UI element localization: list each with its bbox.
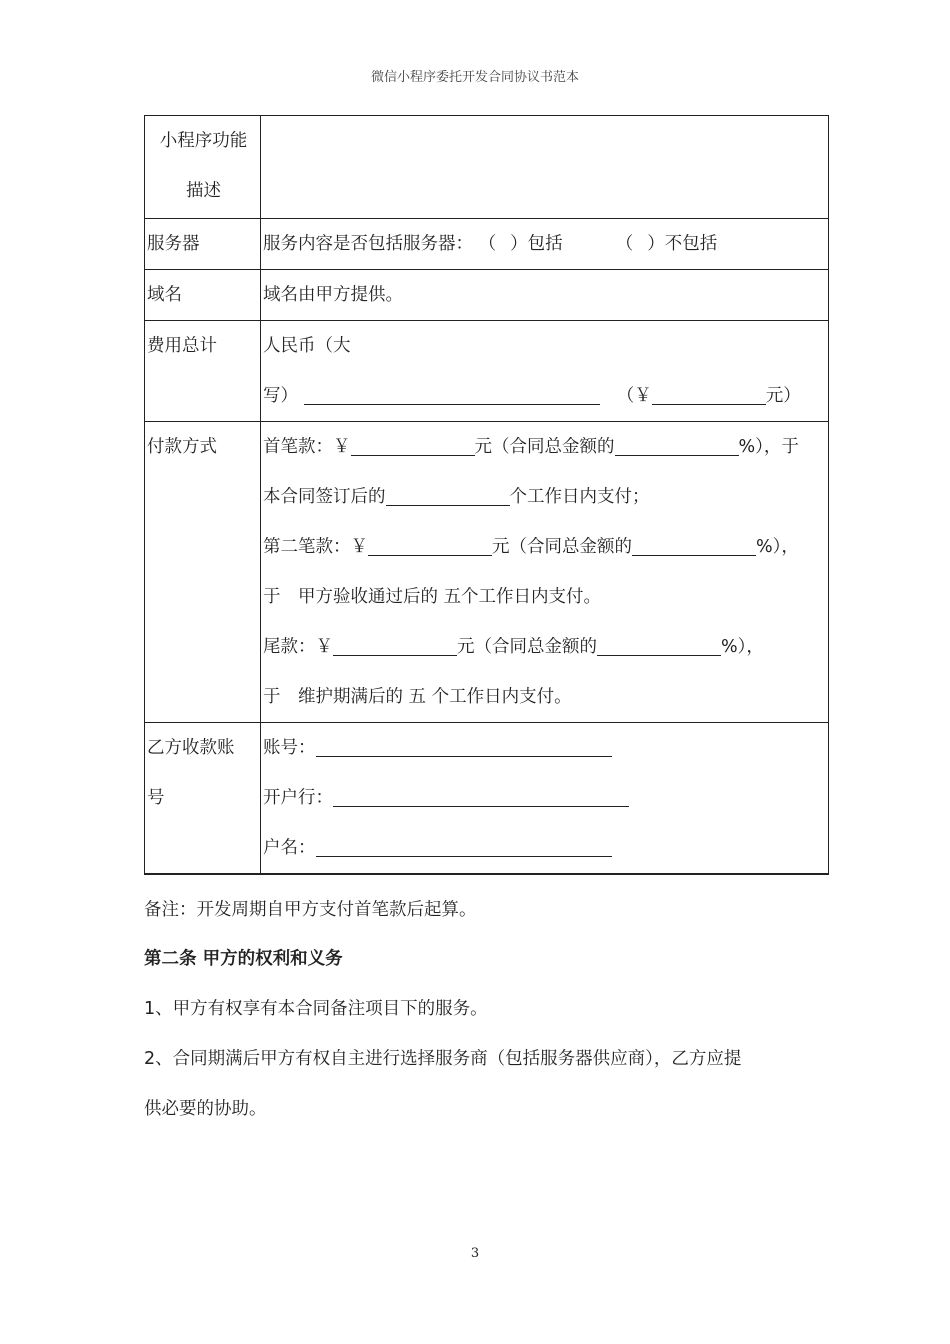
total-fee-line2 (263, 371, 826, 421)
domain-label: 域名 (147, 285, 182, 305)
payee-account-label: 乙方收款账 (147, 738, 235, 758)
bank-line (263, 773, 826, 823)
first-payment-days-field[interactable] (386, 489, 510, 506)
account-number-label: 账号： (263, 738, 316, 758)
final-payment-amount-field[interactable] (333, 639, 457, 656)
server-option-line (263, 219, 826, 269)
function-description-label: 小程序功能 (159, 131, 248, 151)
final-payment-label: 尾款：￥ (263, 637, 333, 657)
server-question: 服务内容是否包括服务器： (263, 234, 473, 254)
table-row (145, 422, 829, 723)
server-label-cell (145, 219, 261, 270)
final-payment-line (263, 622, 826, 672)
total-fee-suffix: 元） (765, 386, 801, 406)
second-payment-amount-field[interactable] (368, 539, 492, 556)
first-payment-label: 首笔款：￥ (263, 437, 351, 457)
exclude-checkbox-open[interactable]: （ (615, 234, 634, 254)
total-fee-yen: （￥ (616, 386, 652, 406)
section-2-title: 第二条 甲方的权利和义务 (144, 949, 343, 969)
payment-method-label: 付款方式 (147, 437, 217, 457)
contract-table (144, 115, 829, 875)
page-number: 3 (470, 1246, 480, 1261)
domain-label-cell (145, 270, 261, 321)
account-number-field[interactable] (316, 740, 612, 757)
payment-method-value-cell (261, 422, 829, 723)
second-payment-deadline-line: 于 甲方验收通过后的 五个工作日内支付。 (263, 587, 602, 607)
first-payment-line (263, 422, 826, 472)
first-payment-ratio-label: 元（合同总金额的 (474, 437, 615, 457)
account-name-label: 户名： (263, 838, 316, 858)
first-payment-amount-field[interactable] (351, 439, 475, 456)
final-payment-suffix: %）， (721, 637, 764, 657)
include-checkbox-open[interactable]: （ (478, 234, 497, 254)
section-2-item-2-cont: 供必要的协助。 (144, 1099, 267, 1119)
account-name-field[interactable] (316, 840, 612, 857)
amount-in-figures-field[interactable] (652, 388, 766, 405)
include-checkbox-label: ）包括 (510, 234, 563, 254)
section-2-item-1: 1、甲方有权享有本合同备注项目下的服务。 (144, 999, 488, 1019)
first-payment-percent-field[interactable] (615, 439, 739, 456)
document-header: 微信小程序委托开发合同协议书范本 (370, 70, 579, 85)
table-row (145, 116, 829, 219)
total-fee-value-cell (261, 321, 829, 422)
section-2-item-2: 2、合同期满后甲方有权自主进行选择服务商（包括服务器供应商），乙方应提 (144, 1049, 742, 1069)
first-payment-deadline-line (263, 472, 826, 522)
first-payment-suffix: %），于 (738, 437, 799, 457)
account-number-line (263, 723, 826, 773)
final-payment-ratio-label: 元（合同总金额的 (457, 637, 597, 657)
first-payment-deadline-label: 本合同签订后的 (263, 487, 386, 507)
function-description-label-cell (145, 116, 261, 219)
table-row (145, 270, 829, 321)
table-row (145, 219, 829, 270)
total-fee-prefix: 写） (263, 386, 298, 406)
second-payment-label: 第二笔款：￥ (263, 537, 368, 557)
table-row (145, 321, 829, 422)
server-value-cell (261, 219, 829, 270)
function-description-label-cont: 描述 (186, 181, 221, 201)
function-description-value[interactable] (261, 116, 829, 219)
account-name-line (263, 823, 826, 873)
second-payment-ratio-label: 元（合同总金额的 (492, 537, 632, 557)
domain-value-cell (261, 270, 829, 321)
remark-note: 备注：开发周期自甲方支付首笔款后起算。 (144, 900, 477, 920)
table-row (145, 723, 829, 875)
payee-account-label-cell (145, 723, 261, 875)
bank-label: 开户行： (263, 788, 333, 808)
second-payment-suffix: %）， (756, 537, 799, 557)
final-payment-deadline-line: 于 维护期满后的 五 个工作日内支付。 (263, 687, 572, 707)
server-label: 服务器 (147, 234, 200, 254)
second-payment-line (263, 522, 826, 572)
payee-account-label-cont: 号 (147, 788, 165, 808)
final-payment-percent-field[interactable] (597, 639, 721, 656)
payee-account-value-cell (261, 723, 829, 875)
first-payment-deadline-suffix: 个工作日内支付； (509, 487, 650, 507)
domain-value: 域名由甲方提供。 (263, 285, 403, 305)
total-fee-line1: 人民币（大 (263, 336, 351, 356)
total-fee-label: 费用总计 (147, 336, 217, 356)
amount-in-words-field[interactable] (304, 388, 600, 405)
bank-field[interactable] (333, 790, 629, 807)
exclude-checkbox-label: ）不包括 (647, 234, 718, 254)
payment-method-label-cell (145, 422, 261, 723)
second-payment-percent-field[interactable] (632, 539, 756, 556)
total-fee-label-cell (145, 321, 261, 422)
